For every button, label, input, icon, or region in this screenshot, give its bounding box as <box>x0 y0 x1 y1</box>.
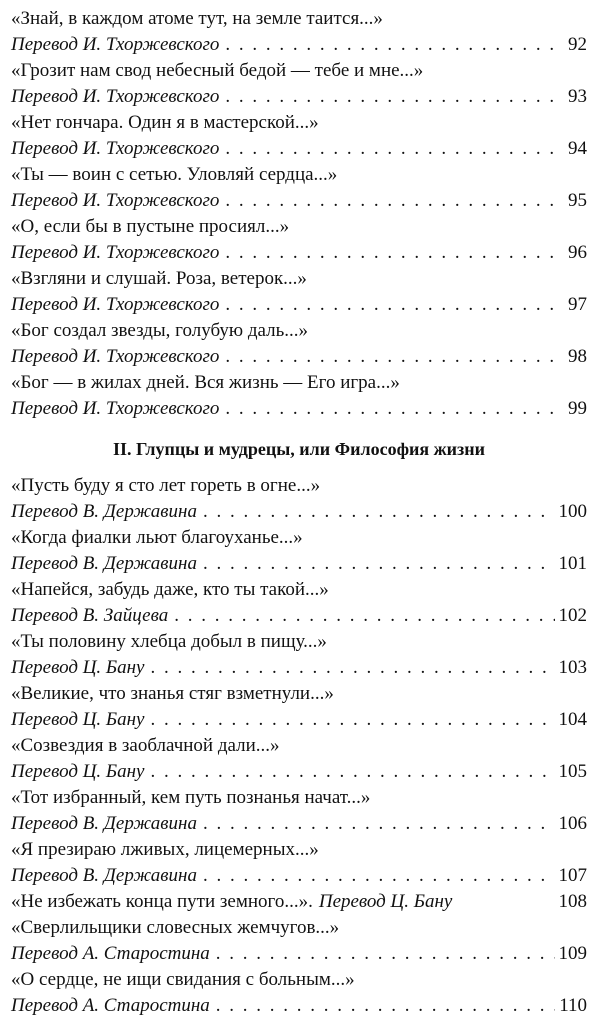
translator: Перевод Ц. Бану <box>11 709 145 730</box>
translator-line <box>11 993 587 1019</box>
leader-dots <box>216 993 555 1019</box>
translator: Перевод Ц. Бану <box>11 761 145 782</box>
translator-line <box>11 811 587 837</box>
leader-dots <box>150 707 554 733</box>
translator: Перевод В. Зайцева <box>11 605 169 626</box>
toc-entry <box>11 214 587 266</box>
translator-line <box>11 499 587 525</box>
translator: Перевод А. Старостина <box>11 943 210 964</box>
page-number: 100 <box>558 501 587 522</box>
page-number: 95 <box>568 190 587 211</box>
leader-dots <box>203 499 555 525</box>
page-number: 104 <box>558 709 587 730</box>
translator-line <box>11 863 587 889</box>
leader-dots <box>225 84 564 110</box>
poem-title: «Сверлильщики словесных жемчугов...» <box>11 917 340 938</box>
translator: Перевод Ц. Бану <box>11 657 145 678</box>
translator: Перевод В. Державина <box>11 865 197 886</box>
leader-dots <box>150 759 554 785</box>
toc-page <box>11 6 587 1019</box>
poem-title: «Великие, что знанья стяг взметнули...» <box>11 683 334 704</box>
page-number: 101 <box>558 553 587 574</box>
translator: Перевод И. Тхоржевского <box>11 138 220 159</box>
page-number: 106 <box>558 813 587 834</box>
leader-dots <box>225 136 564 162</box>
page-number: 110 <box>559 995 587 1016</box>
leader-dots <box>225 32 564 58</box>
poem-title: «Не избежать конца пути земного...». <box>11 891 313 912</box>
leader-dots <box>225 396 564 422</box>
translator: Перевод И. Тхоржевского <box>11 398 220 419</box>
toc-entry <box>11 266 587 318</box>
translator: Перевод И. Тхоржевского <box>11 190 220 211</box>
poem-title: «Взгляни и слушай. Роза, ветерок...» <box>11 268 307 289</box>
translator-line <box>11 188 587 214</box>
toc-entry <box>11 967 587 1019</box>
translator-line <box>11 292 587 318</box>
translator: Перевод Ц. Бану <box>318 891 453 912</box>
leader-dots <box>225 188 564 214</box>
leader-dots <box>216 941 555 967</box>
leader-dots <box>203 811 555 837</box>
translator: Перевод В. Державина <box>11 501 197 522</box>
toc-entry <box>11 785 587 837</box>
poem-title: «Ты половину хлебца добыл в пищу...» <box>11 631 327 652</box>
page-number: 94 <box>568 138 587 159</box>
page-number: 99 <box>568 398 587 419</box>
leader-dots <box>203 863 555 889</box>
page-number: 93 <box>568 86 587 107</box>
translator: Перевод И. Тхоржевского <box>11 34 220 55</box>
leader-dots <box>225 240 564 266</box>
title-translator-line <box>11 889 587 915</box>
toc-entry <box>11 889 587 915</box>
toc-entry <box>11 318 587 370</box>
page-number: 109 <box>558 943 587 964</box>
translator: Перевод И. Тхоржевского <box>11 294 220 315</box>
poem-title: «Тот избранный, кем путь познанья начат...» <box>11 787 371 808</box>
section-heading: II. Глупцы и мудрецы, или Философия жизни <box>112 439 486 459</box>
toc-entry <box>11 58 587 110</box>
leader-dots <box>174 603 554 629</box>
toc-entry <box>11 681 587 733</box>
toc-entry <box>11 915 587 967</box>
poem-title: «Созвездия в заоблачной дали...» <box>11 735 280 756</box>
leader-dots <box>225 344 564 370</box>
toc-entry <box>11 473 587 525</box>
page-number: 107 <box>558 865 587 886</box>
translator: Перевод И. Тхоржевского <box>11 242 220 263</box>
toc-entry <box>11 525 587 577</box>
toc-entry <box>11 6 587 58</box>
page-number: 92 <box>568 34 587 55</box>
translator-line <box>11 551 587 577</box>
translator: Перевод И. Тхоржевского <box>11 346 220 367</box>
poem-title: «О, если бы в пустыне просиял...» <box>11 216 290 237</box>
page-number: 96 <box>568 242 587 263</box>
leader-dots <box>225 292 564 318</box>
translator-line <box>11 136 587 162</box>
poem-title: «Я презираю лживых, лицемерных...» <box>11 839 319 860</box>
poem-title: «Ты — воин с сетью. Уловляй сердца...» <box>11 164 338 185</box>
translator: Перевод В. Державина <box>11 553 197 574</box>
poem-title: «О сердце, не ищи свидания с больным...» <box>11 969 355 990</box>
translator-line <box>11 396 587 422</box>
leader-dots <box>150 655 554 681</box>
translator-line <box>11 240 587 266</box>
page-number: 98 <box>568 346 587 367</box>
page-number: 105 <box>558 761 587 782</box>
translator-line <box>11 603 587 629</box>
toc-entry <box>11 162 587 214</box>
page-number: 102 <box>558 605 587 626</box>
translator-line <box>11 707 587 733</box>
poem-title: «Напейся, забудь даже, кто ты такой...» <box>11 579 329 600</box>
poem-title: «Бог — в жилах дней. Вся жизнь — Его игра...» <box>11 372 400 393</box>
toc-entry <box>11 110 587 162</box>
poem-title: «Когда фиалки льют благоуханье...» <box>11 527 303 548</box>
translator: Перевод А. Старостина <box>11 995 210 1016</box>
toc-entry <box>11 629 587 681</box>
poem-title: «Нет гончара. Один я в мастерской...» <box>11 112 319 133</box>
poem-title: «Бог создал звезды, голубую даль...» <box>11 320 309 341</box>
page-number: 97 <box>568 294 587 315</box>
page-number: 103 <box>558 657 587 678</box>
translator-line <box>11 32 587 58</box>
page-number: 108 <box>558 891 587 912</box>
poem-title: «Знай, в каждом атоме тут, на земле таится...» <box>11 8 383 29</box>
toc-entry <box>11 370 587 422</box>
leader-dots <box>203 551 555 577</box>
translator-line <box>11 655 587 681</box>
translator: Перевод В. Державина <box>11 813 197 834</box>
poem-title: «Грозит нам свод небесный бедой — тебе и мне...» <box>11 60 424 81</box>
toc-entry <box>11 577 587 629</box>
translator-line <box>11 344 587 370</box>
toc-entry <box>11 733 587 785</box>
translator-line <box>11 84 587 110</box>
translator-line <box>11 759 587 785</box>
poem-title: «Пусть буду я сто лет гореть в огне...» <box>11 475 321 496</box>
toc-entry <box>11 837 587 889</box>
translator-line <box>11 941 587 967</box>
translator: Перевод И. Тхоржевского <box>11 86 220 107</box>
